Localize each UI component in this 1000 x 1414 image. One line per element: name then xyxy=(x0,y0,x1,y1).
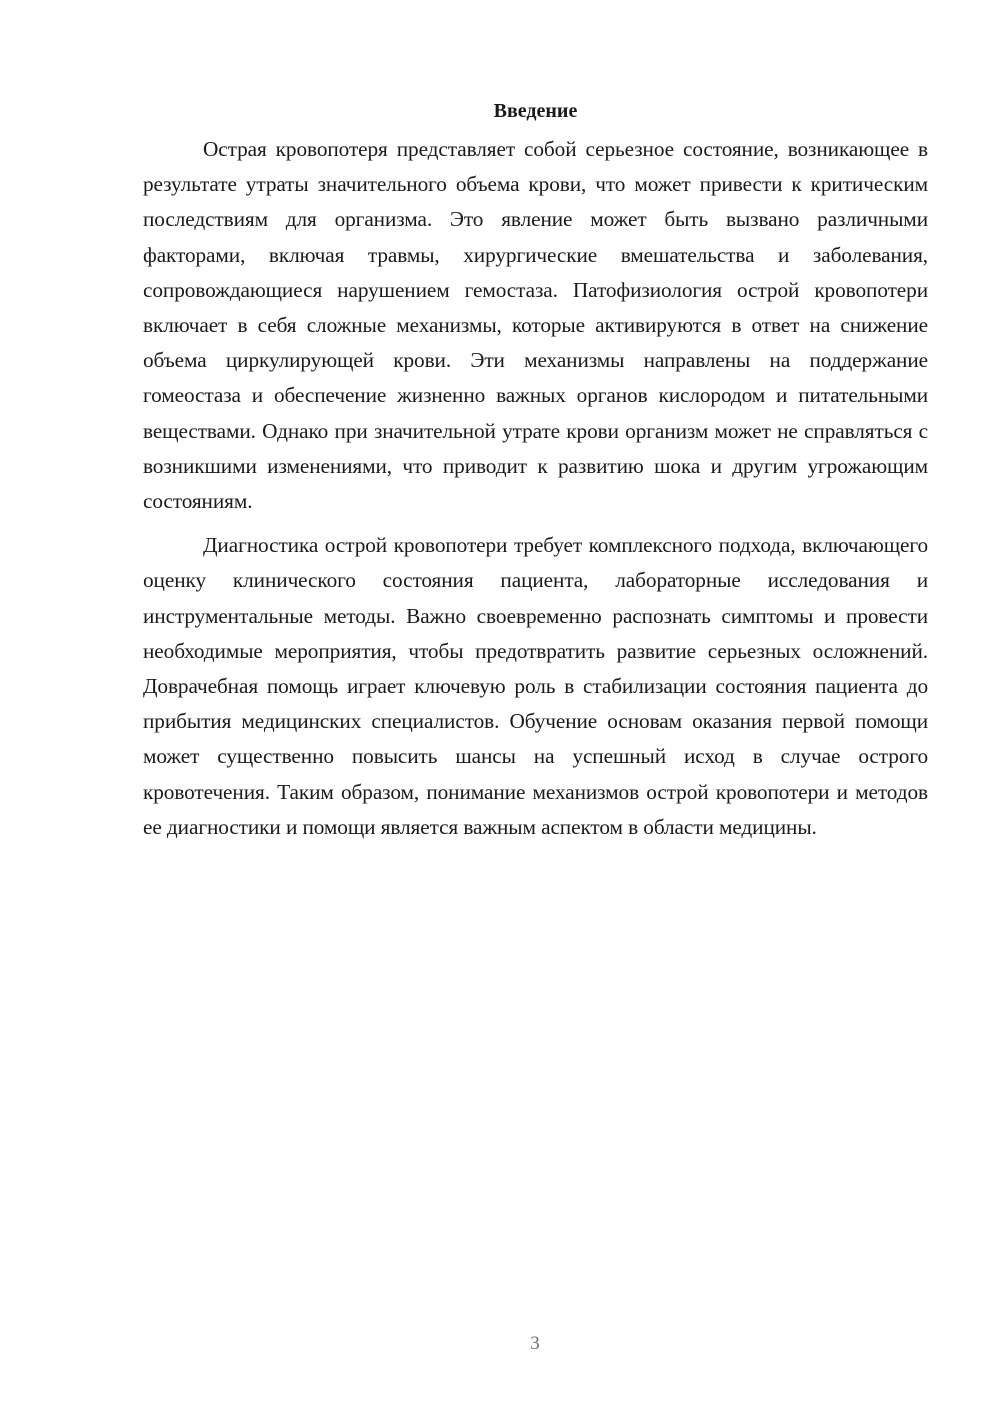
document-page xyxy=(143,96,928,845)
paragraph-2: Диагностика острой кровопотери требует комплексного подхода, включающего оценку клинического состояния пациента, лабораторные исследования и инструментальные методы. Важно своевременно распознать симптомы и провести необходимые мероприятия, чтобы предотвратить развитие серьезных осложнений. Доврачебная помощь играет ключевую роль в стабилизации состояния пациента до прибытия медицинских специалистов. Обучение основам оказания первой помощи может существенно повысить шансы на успешный исход в случае острого кровотечения. Таким образом, понимание механизмов острой кровопотери и методов ее диагностики и помощи является важным аспектом в области медицины. xyxy=(143,533,928,839)
section-heading: Введение xyxy=(493,100,578,122)
paragraph-1: Острая кровопотеря представляет собой серьезное состояние, возникающее в результате утраты значительного объема крови, что может привести к критическим последствиям для организма. Это явление может быть вызвано различными факторами, включая травмы, хирургические вмешательства и заболевания, сопровождающиеся нарушением гемостаза. Патофизиология острой кровопотери включает в себя сложные механизмы, которые активируются в ответ на снижение объема циркулирующей крови. Эти механизмы направлены на поддержание гомеостаза и обеспечение жизненно важных органов кислородом и питательными веществами. Однако при значительной утрате крови организм может не справляться с возникшими изменениями, что приводит к развитию шока и другим угрожающим состояниям. xyxy=(143,137,928,514)
page-number: 3 xyxy=(530,1333,540,1354)
